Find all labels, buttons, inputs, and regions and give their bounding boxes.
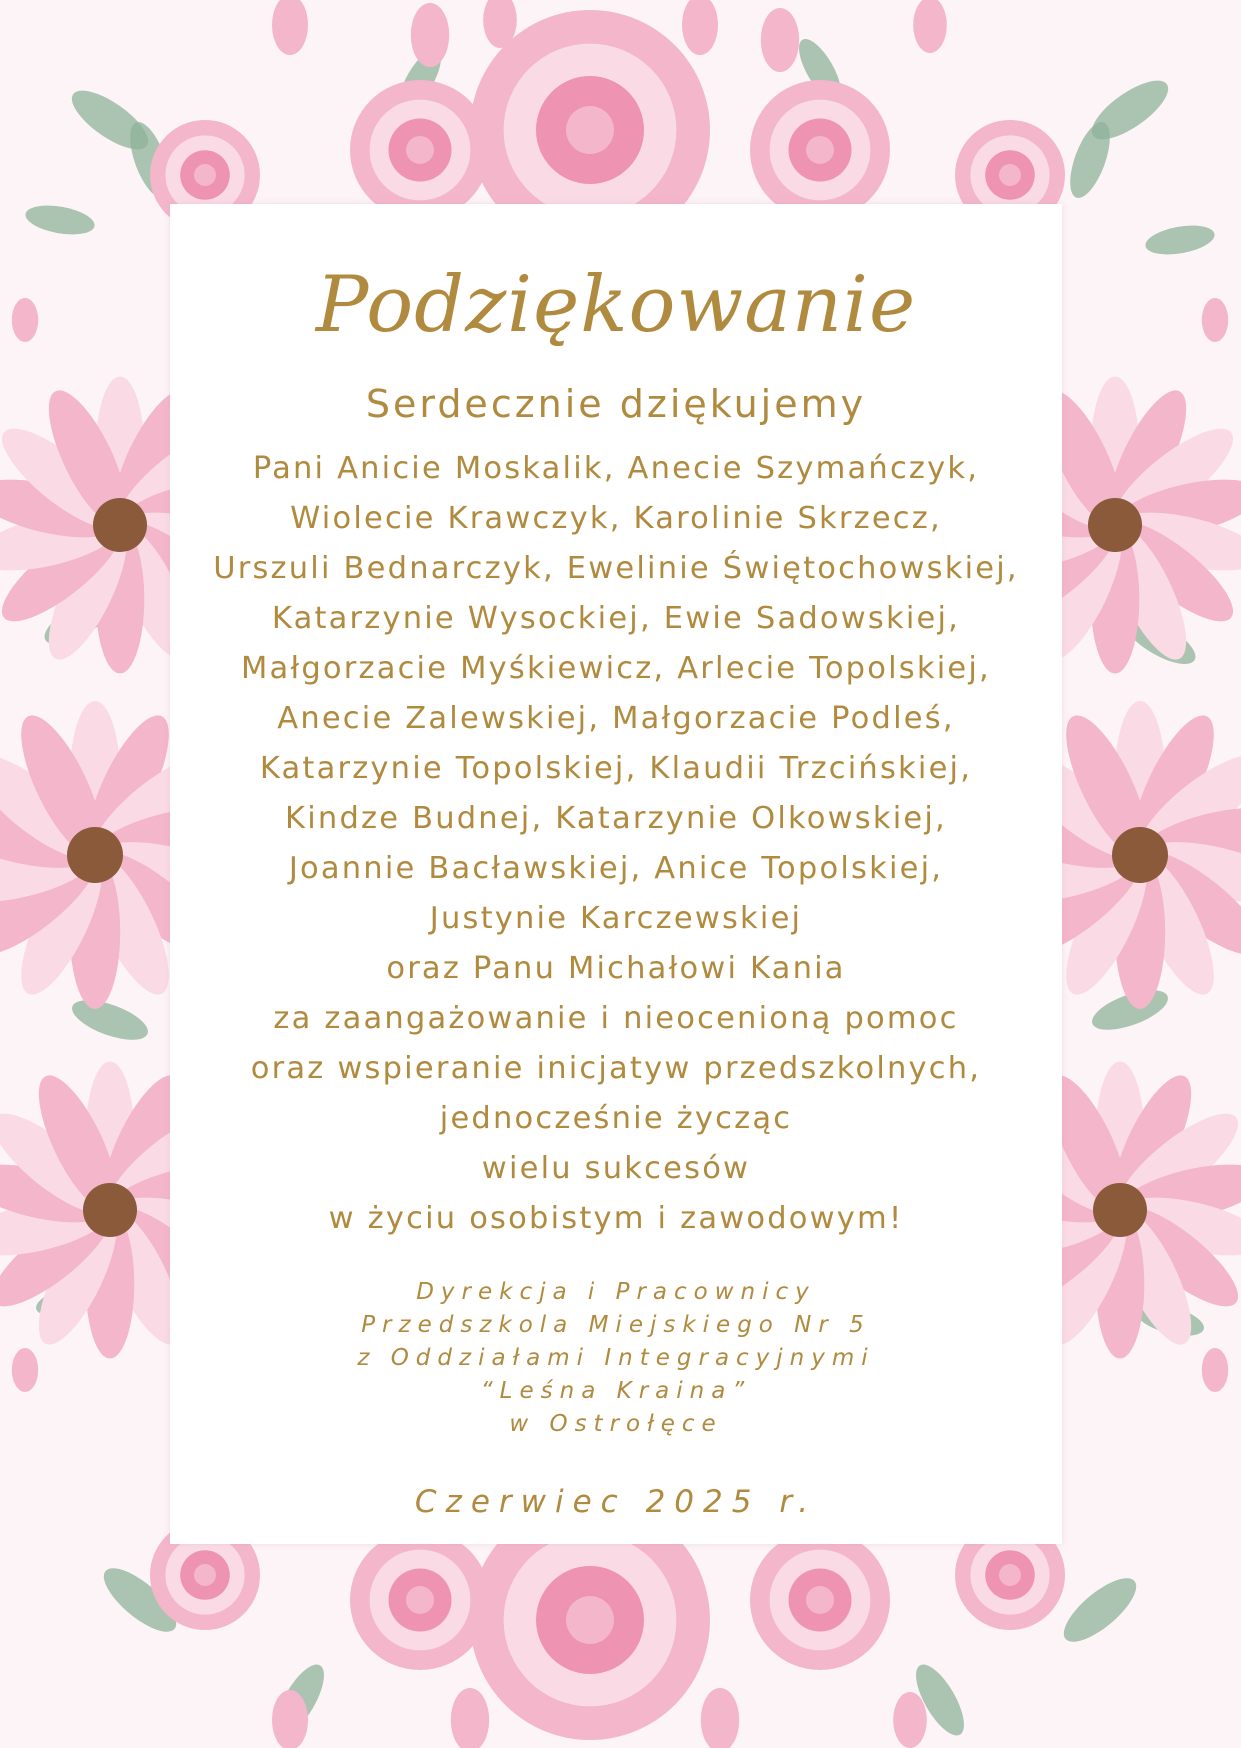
bud-icon [1202,298,1228,342]
lead-line: Serdecznie dziękujemy [365,382,867,426]
rose-center [406,1586,434,1614]
bud-icon [701,1688,739,1748]
bud-icon [272,1690,308,1748]
rose-center [566,1596,614,1644]
flower-center-icon [83,1183,137,1237]
rose-center [999,164,1021,186]
bud-icon [12,298,38,342]
card-title: Podziękowanie [315,260,917,350]
rose-center [406,136,434,164]
bud-icon [12,1348,38,1392]
leaf-icon [1055,1568,1146,1652]
body-line: Joannie Bacławskiej, Anice Topolskiej, [288,851,944,886]
body-line: Urszuli Bednarczyk, Ewelinie Świętochowskiej, [213,551,1019,586]
thank-you-card [170,204,1062,1544]
signature-line: w Ostrołęce [509,1411,723,1437]
rose-center [194,164,216,186]
body-line: Katarzynie Wysockiej, Ewie Sadowskiej, [271,601,961,636]
leaf-icon [1143,221,1217,259]
body-line: Anecie Zalewskiej, Małgorzacie Podleś, [277,701,955,736]
body-line: oraz Panu Michałowi Kania [386,951,846,986]
body-line: Katarzynie Topolskiej, Klaudii Trzcińskiej, [259,751,973,786]
flower-center-icon [1112,827,1168,883]
signature-line: “Leśna Kraina” [480,1378,752,1404]
body-line: Justynie Karczewskiej [429,901,803,936]
body-line: w życiu osobistym i zawodowym! [328,1201,904,1236]
body-line: oraz wspieranie inicjatyw przedszkolnych, [250,1051,982,1086]
date-line: Czerwiec 2025 r. [414,1484,818,1520]
leaf-icon [67,992,153,1048]
bud-icon [411,3,449,67]
rose-center [999,1564,1021,1586]
body-line: Małgorzacie Myśkiewicz, Arlecie Topolskiej, [241,651,991,686]
bud-icon [893,1692,927,1748]
body-text [170,444,1062,1244]
body-line: jednocześnie życząc [439,1101,793,1136]
bud-icon [913,0,947,53]
rose-center [566,106,614,154]
rose-center [194,1564,216,1586]
signature-line: Przedszkola Miejskiego Nr 5 [361,1312,871,1338]
bud-icon [272,0,308,55]
body-line: wielu sukcesów [481,1151,751,1186]
flower-center-icon [1088,498,1142,552]
bud-icon [761,8,799,72]
body-line: Pani Anicie Moskalik, Anecie Szymańczyk, [252,451,980,486]
flower-center-icon [67,827,123,883]
signature-line: z Oddziałami Integracyjnymi [357,1345,875,1371]
bud-icon [1202,1348,1228,1392]
body-line: Wiolecie Krawczyk, Karolinie Skrzecz, [290,501,942,536]
bud-icon [451,1688,489,1748]
rose-center [806,1586,834,1614]
body-line: za zaangażowanie i nieocenioną pomoc [273,1001,959,1036]
flower-center-icon [93,498,147,552]
bud-icon [682,0,718,55]
signature-line: Dyrekcja i Pracownicy [416,1279,816,1305]
rose-center [806,136,834,164]
body-line: Kindze Budnej, Katarzynie Olkowskiej, [285,801,947,836]
signature [170,1276,1062,1441]
leaf-icon [23,201,97,239]
flower-center-icon [1093,1183,1147,1237]
